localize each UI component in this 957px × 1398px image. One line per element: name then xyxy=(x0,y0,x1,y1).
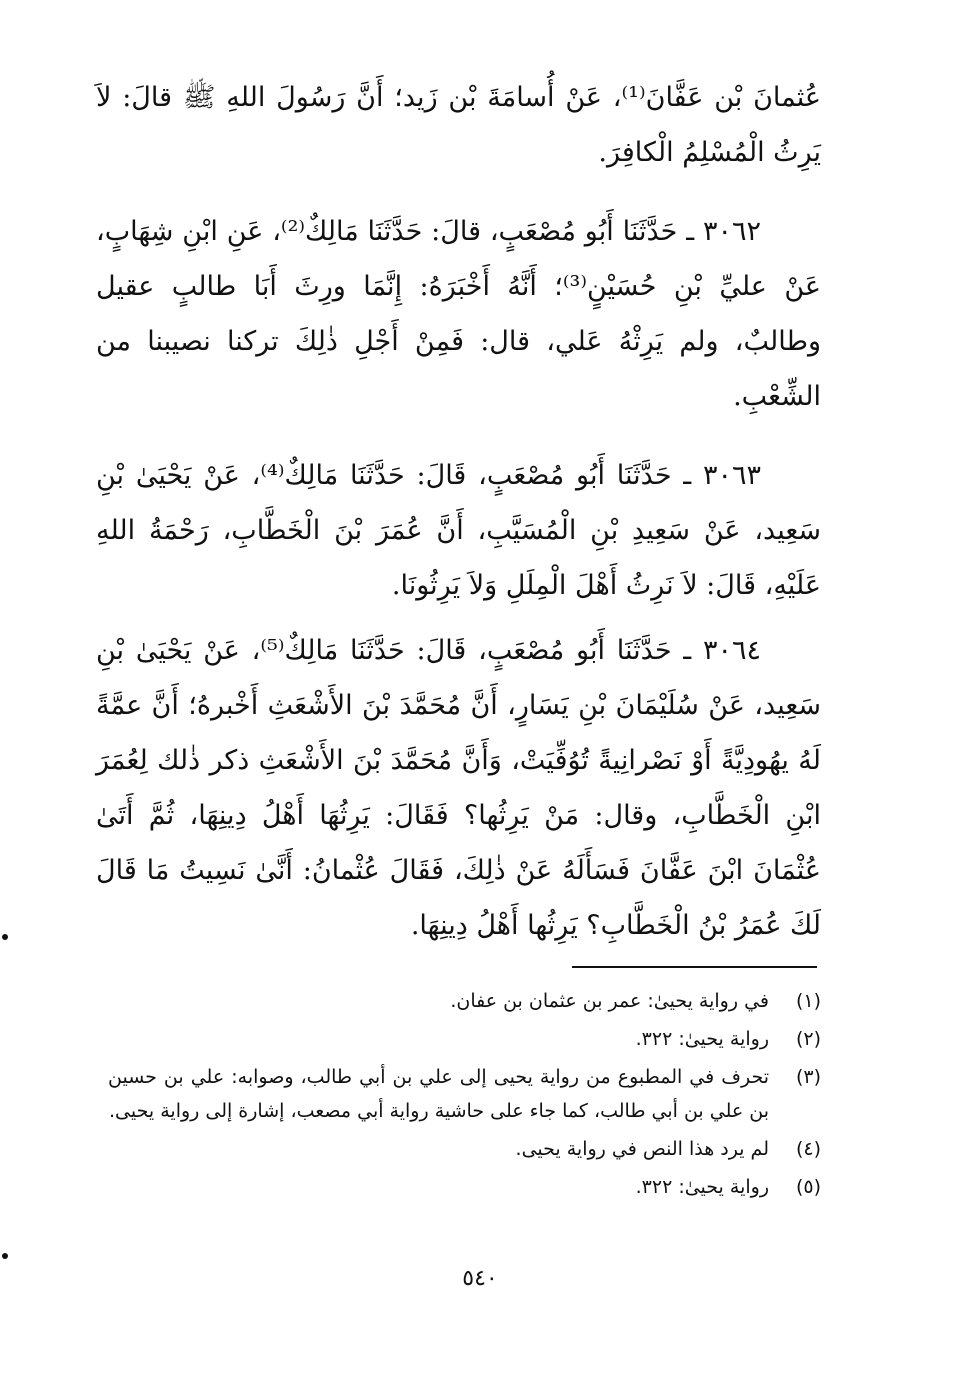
footnote-text: في رواية يحيىٰ: عمر بن عثمان بن عفان. xyxy=(450,990,769,1012)
footnote-text: تحرف في المطبوع من رواية يحيى إلى علي بن أبي طالب، وصوابه: علي بن حسين بن علي بن أبي طالب، كما جاء على حاشية رواية أبي مصعب، إشارة إلى رواية يحيى. xyxy=(108,1066,769,1122)
footnote-number: (١) xyxy=(795,990,821,1012)
hadith-3062: ٣٠٦٢ ـ حَدَّثَنَا أَبُو مُصْعَبٍ، قالَ: حَدَّثَنَا مَالِكٌ⁽²⁾، عَنِ ابْنِ شِهَابٍ، عَنْ عليِّ بْنِ حُسَيْنٍ⁽³⁾؛ أَنَّهُ أَخْبَرَهُ: إِنَّمَا ورِثَ أَبَا طالبٍ عقيل وطالبٌ، ولم يَرِثْهُ عَلي، قال: فَمِنْ أَجْلِ ذٰلِكَ تركنا نصيبنا من الشِّعْبِ. xyxy=(96,216,821,412)
hadith-3064: ٣٠٦٤ ـ حَدَّثَنَا أَبُو مُصْعَبٍ، قَالَ: حَدَّثَنَا مَالِكٌ⁽⁵⁾، عَنْ يَحْيَىٰ بْنِ سَعِيد، عَنْ سُلَيْمَانَ بْنِ يَسَارٍ، أَنَّ مُحَمَّدَ بْنَ الأَشْعَثِ أَخْبرهُ؛ أَنَّ عمَّةً لَهُ يهُودِيَّةً أَوْ نَصْرانِيةً تُوُفِّيَتْ، وَأَنَّ مُحَمَّدَ بْنَ الأَشْعَثِ ذكر ذٰلك لِعُمَرَ ابْنِ الْخَطَّابِ، وقال: مَنْ يَرِثُها؟ فَقَالَ: يَرِثُهَا أَهْلُ دِينِهَا، ثُمَّ أَتَىٰ عُثْمَانَ ابْنَ عَفَّانَ فَسَأَلَهُ عَنْ ذٰلِكَ، فَقَالَ عُثْمانُ: أَنَّىٰ نَسِيتُ مَا قَالَ لَكَ عُمَرُ بْنُ الْخَطَّابِ؟ يَرِثُها أَهْلُ دِينِهَا. xyxy=(96,635,821,941)
paragraph-continuation: عُثمانَ بْن عَفَّانَ⁽¹⁾، عَنْ أُسامَةَ بْن زَيد؛ أَنَّ رَسُولَ اللهِ ﷺ قالَ: لاَ يَرِثُ الْمُسْلِمُ الْكافِرَ. xyxy=(96,82,822,168)
scan-mark xyxy=(2,1253,8,1259)
footnote-text: رواية يحيىٰ: ٣٢٢. xyxy=(635,1176,769,1198)
main-text xyxy=(96,70,821,953)
footnote-number: (٤) xyxy=(795,1138,821,1160)
footnote-5 xyxy=(108,1170,821,1204)
footnote-number: (٥) xyxy=(795,1176,821,1198)
footnote-3 xyxy=(108,1060,821,1128)
footnote-divider xyxy=(572,966,817,968)
scan-mark xyxy=(2,934,8,940)
footnote-4 xyxy=(108,1132,821,1166)
page-number: ٥٤٠ xyxy=(462,1266,498,1291)
footnote-text: رواية يحيىٰ: ٣٢٢. xyxy=(635,1028,769,1050)
footnote-number: (٢) xyxy=(795,1028,821,1050)
footnote-2 xyxy=(108,1022,821,1056)
footnote-text: لم يرد هذا النص في رواية يحيى. xyxy=(515,1138,769,1160)
hadith-3063: ٣٠٦٣ ـ حَدَّثَنَا أَبُو مُصْعَبٍ، قَالَ: حَدَّثَنَا مَالِكٌ⁽⁴⁾، عَنْ يَحْيَىٰ بْنِ سَعِيد، عَنْ سَعِيدِ بْنِ الْمُسَيَّبِ، أَنَّ عُمَرَ بْنَ الْخَطَّابِ، رَحْمَةُ اللهِ عَلَيْهِ، قَالَ: لاَ نَرِثُ أَهْلَ الْمِلَلِ وَلاَ يَرِثُونَا. xyxy=(96,460,821,601)
footnotes xyxy=(108,984,821,1208)
footnote-number: (٣) xyxy=(795,1066,821,1088)
footnote-1 xyxy=(108,984,821,1018)
